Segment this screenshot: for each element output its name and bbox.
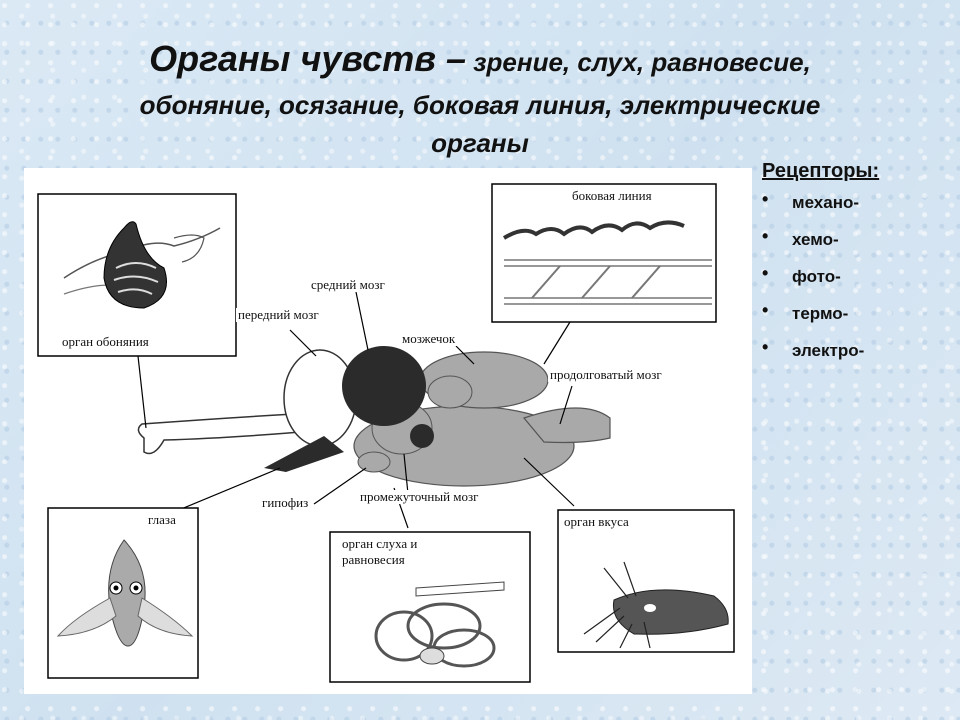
receptor-label: фото- — [792, 267, 841, 286]
label-diencephalon: промежуточный мозг — [360, 489, 479, 504]
title-line-2: обоняние, осязание, боковая линия, электрические — [139, 90, 821, 120]
label-taste-organ: орган вкуса — [564, 514, 629, 529]
receptors-title: Рецепторы: — [762, 160, 880, 182]
bullet-icon: • — [762, 300, 769, 320]
bullet-icon: • — [762, 189, 769, 209]
brain-diagram — [138, 346, 610, 486]
receptors-list — [762, 189, 952, 378]
label-hearing-line2: равновесия — [342, 552, 405, 567]
list-item — [762, 263, 952, 304]
bullet-icon: • — [762, 337, 769, 357]
title-line-1 — [40, 40, 920, 86]
label-midbrain: средний мозг — [311, 277, 385, 292]
lateral-line-inset — [492, 184, 716, 322]
list-item — [762, 300, 952, 341]
label-lateral-line: боковая линия — [572, 188, 652, 203]
list-item — [762, 189, 952, 230]
list-item — [762, 337, 952, 378]
bullet-icon: • — [762, 263, 769, 283]
hearing-organ-inset — [330, 532, 530, 682]
receptor-label: электро- — [792, 341, 865, 360]
receptor-label: механо- — [792, 193, 860, 212]
fish-brain-figure — [24, 168, 752, 694]
list-item — [762, 226, 952, 267]
label-eyes: глаза — [148, 512, 176, 527]
receptor-label: термо- — [792, 304, 849, 323]
bullet-icon: • — [762, 226, 769, 246]
receptors-panel — [762, 160, 952, 378]
label-medulla: продолговатый мозг — [550, 367, 662, 382]
figure-drawing — [24, 168, 752, 694]
label-hearing-line1: орган слуха и — [342, 536, 418, 551]
receptor-label: хемо- — [792, 230, 839, 249]
label-cerebellum: мозжечок — [402, 331, 456, 346]
label-forebrain: передний мозг — [238, 307, 319, 322]
taste-organ-inset — [558, 510, 734, 652]
title-line-3: органы — [431, 128, 529, 158]
slide-title — [40, 40, 920, 162]
title-main: Органы чувств – — [149, 38, 467, 79]
eyes-inset — [48, 508, 198, 678]
label-pituitary: гипофиз — [262, 495, 309, 510]
title-rest: зрение, слух, равновесие, — [466, 47, 811, 77]
olfactory-organ-inset — [38, 194, 236, 356]
label-olfactory-organ: орган обоняния — [62, 334, 149, 349]
